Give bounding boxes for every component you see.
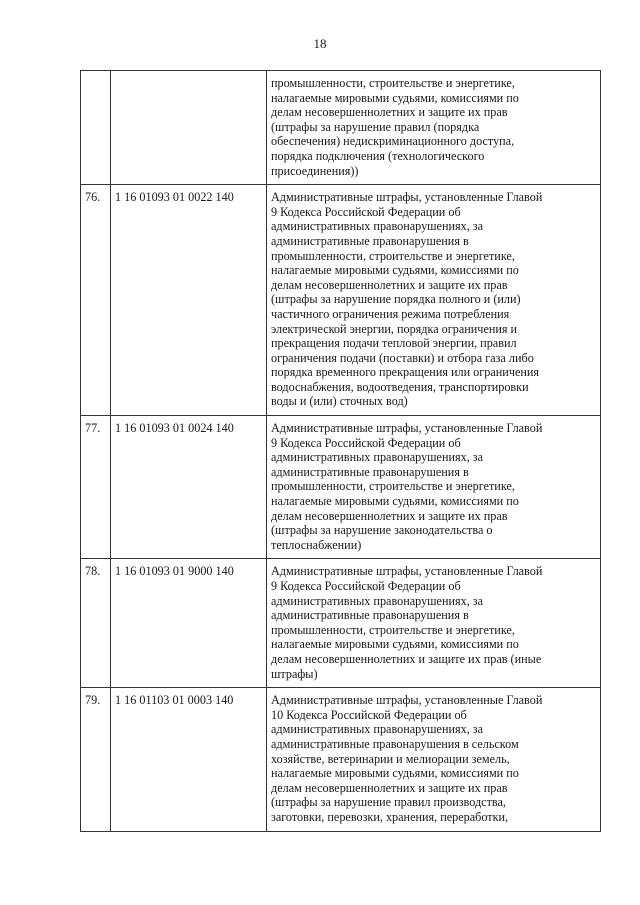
row-number [81,71,111,185]
description-line: Административные штрафы, установленные Главой [271,190,543,205]
description-line: порядка подключения (технологического [271,148,485,163]
description-line: присоединения)) [271,163,359,178]
description-line: (штрафы за нарушение правил производства, [271,795,506,810]
description-line: промышленности, строительстве и энергетике, [271,622,515,637]
description-line: делам несовершеннолетних и защите их прав [271,105,508,120]
description-line: 10 Кодекса Российской Федерации об [271,707,467,722]
description-line: частичного ограничения режима потребления [271,306,510,321]
description-line: 9 Кодекса Российской Федерации об [271,435,461,450]
description-line: административных правонарушениях, за [271,219,484,234]
description-line: делам несовершеннолетних и защите их прав [271,277,508,292]
description-line: воды и (или) сточных вод) [271,394,408,409]
description-line: Административные штрафы, установленные Главой [271,693,543,708]
description-line: электрической энергии, порядка ограничения и [271,321,518,336]
description-line: (штрафы за нарушение законодательства о [271,523,493,538]
description-line: заготовки, перевозки, хранения, переработки, [271,809,509,824]
description-line: 9 Кодекса Российской Федерации об [271,579,461,593]
income-description [267,416,601,559]
income-description [267,71,601,185]
description-line: Административные штрафы, установленные Главой [271,564,543,579]
description-line: ограничения подачи (поставки) и отбора газа либо [271,350,534,365]
row-number: 79. [81,688,111,831]
description-line: административных правонарушениях, за [271,593,484,608]
page-number: 18 [313,36,327,51]
description-line: делам несовершеннолетних и защите их прав [271,780,508,795]
table-row [81,559,601,688]
budget-classification-code [111,71,267,185]
description-line: хозяйстве, ветеринарии и мелиорации земель, [271,751,510,766]
description-line: штрафы) [271,666,318,681]
description-line: административных правонарушениях, за [271,450,484,465]
table-row [81,185,601,416]
description-line: налагаемые мировыми судьями, комиссиями по [271,494,519,509]
income-description [267,688,601,831]
description-line: налагаемые мировыми судьями, комиссиями по [271,90,519,105]
description-line: административных правонарушениях, за [271,722,484,737]
description-line: административные правонарушения в [271,233,469,248]
description-line: делам несовершеннолетних и защите их прав [271,508,508,523]
description-line: налагаемые мировыми судьями, комиссиями по [271,637,519,652]
income-description [267,559,601,688]
description-line: промышленности, строительстве и энергетике, [271,479,515,494]
description-line: Административные штрафы, установленные Главой [271,421,543,436]
fines-table [80,70,601,832]
description-line: налагаемые мировыми судьями, комиссиями по [271,263,519,278]
description-line: водоснабжения, водоотведения, транспортировки [271,379,529,394]
budget-classification-code: 1 16 01093 01 0022 140 [111,185,267,416]
income-description [267,185,601,416]
description-line: административные правонарушения в сельском [271,736,519,751]
description-line: 9 Кодекса Российской Федерации об [271,204,461,219]
description-line: порядка временного прекращения или ограничения [271,365,540,380]
description-line: промышленности, строительстве и энергетике, [271,248,515,263]
description-line: (штрафы за нарушение правил (порядка [271,119,480,134]
description-line: административные правонарушения в [271,464,469,479]
description-line: налагаемые мировыми судьями, комиссиями по [271,766,519,781]
fines-table-body [81,71,601,832]
row-number: 77. [81,416,111,559]
description-line: теплоснабжении) [271,537,362,552]
row-number: 76. [81,185,111,416]
row-number: 78. [81,559,111,688]
description-line: прекращения подачи тепловой энергии, правил [271,336,517,351]
description-line: промышленности, строительстве и энергетике, [271,76,515,90]
budget-classification-code: 1 16 01103 01 0003 140 [111,688,267,831]
table-row [81,688,601,831]
description-line: делам несовершеннолетних и защите их прав (иные [271,651,542,666]
budget-classification-code: 1 16 01093 01 0024 140 [111,416,267,559]
budget-classification-code: 1 16 01093 01 9000 140 [111,559,267,688]
table-row [81,71,601,185]
description-line: административные правонарушения в [271,608,469,623]
description-line: (штрафы за нарушение порядка полного и (или) [271,292,521,307]
table-row [81,416,601,559]
description-line: обеспечения) недискриминационного доступа, [271,134,515,149]
